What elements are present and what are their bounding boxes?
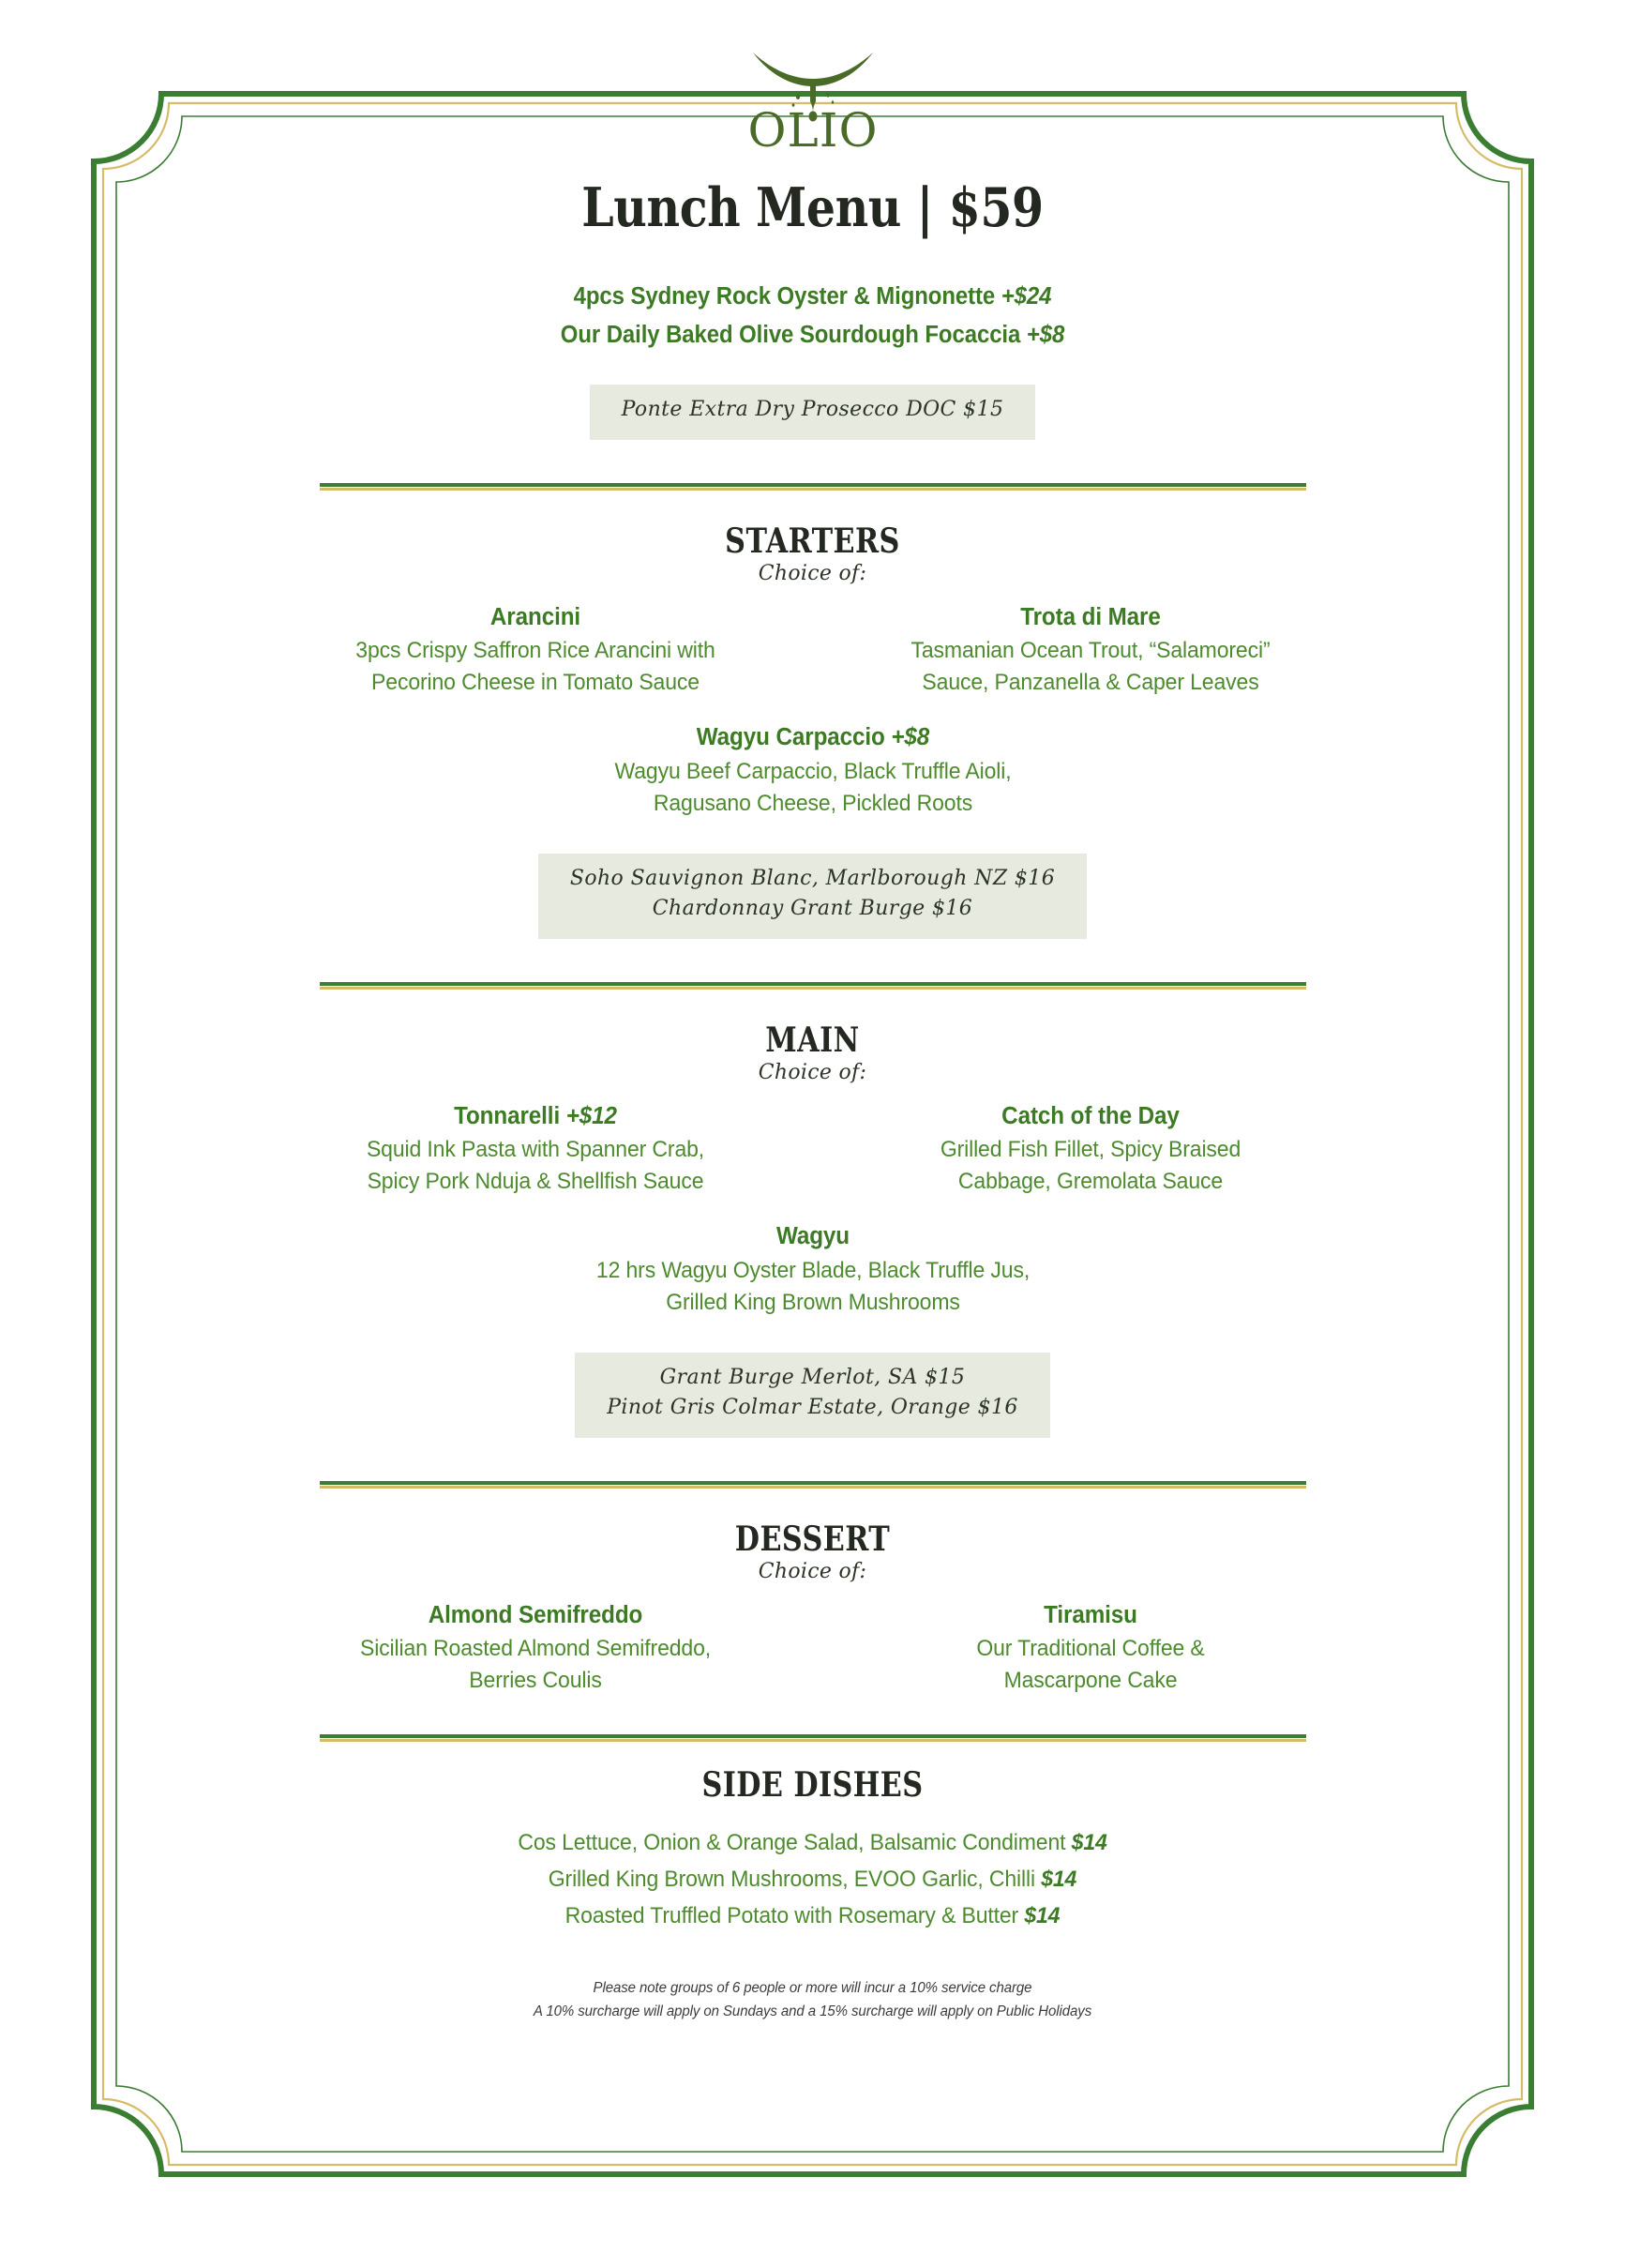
dish-description-line: Spicy Pork Nduja & Shellfish Sauce bbox=[367, 1169, 703, 1195]
wine-pairing-box-intro bbox=[590, 385, 1036, 440]
addon-upcharge: +$8 bbox=[1026, 322, 1065, 349]
side-dish-label: Cos Lettuce, Onion & Orange Salad, Balsamic Condiment bbox=[518, 1830, 1072, 1856]
dish-description-line: Ragusano Cheese, Pickled Roots bbox=[653, 790, 972, 816]
section-heading: SIDE DISHES bbox=[701, 1765, 924, 1806]
svg-text:OLIO: OLIO bbox=[747, 103, 878, 156]
divider-green-rule bbox=[320, 982, 1306, 986]
dish-description-line: 12 hrs Wagyu Oyster Blade, Black Truffle Jus, bbox=[595, 1257, 1030, 1283]
divider-green-rule bbox=[320, 1734, 1306, 1738]
dish-item bbox=[292, 1597, 779, 1697]
divider-gold-rule bbox=[320, 1739, 1306, 1742]
divider-gold-rule bbox=[320, 1486, 1306, 1489]
section-heading: MAIN bbox=[765, 1020, 860, 1060]
side-dishes-list bbox=[169, 1825, 1456, 1935]
wine-line: Pinot Gris Colmar Estate, Orange $16 bbox=[607, 1396, 1018, 1420]
section-side-dishes bbox=[169, 1767, 1456, 1934]
dish-row bbox=[169, 599, 1456, 699]
dish-name bbox=[859, 599, 1322, 635]
dish-item bbox=[847, 599, 1334, 699]
dish-name bbox=[519, 719, 1106, 755]
dish-description-line: Sicilian Roasted Almond Semifreddo, bbox=[359, 1636, 711, 1662]
dish-name bbox=[859, 1098, 1322, 1134]
dish-item bbox=[292, 1098, 779, 1198]
dish-name bbox=[859, 1597, 1322, 1633]
section-divider bbox=[320, 1734, 1306, 1743]
divider-gold-rule bbox=[320, 987, 1306, 990]
dish-name-label: Trota di Mare bbox=[1019, 604, 1161, 631]
addon-label: Our Daily Baked Olive Sourdough Focaccia bbox=[560, 322, 1027, 349]
dish-name-label: Wagyu bbox=[775, 1223, 850, 1250]
wine-pairing-box-main bbox=[575, 1353, 1050, 1438]
section-heading: DESSERT bbox=[734, 1519, 891, 1559]
section-divider bbox=[320, 1481, 1306, 1489]
side-dish-price: $14 bbox=[1071, 1830, 1107, 1856]
dish-item bbox=[504, 719, 1122, 819]
dish-item bbox=[847, 1098, 1334, 1198]
section-starters bbox=[169, 523, 1456, 939]
dish-name bbox=[519, 1218, 1106, 1254]
dish-description-line: Grilled Fish Fillet, Spicy Braised bbox=[940, 1137, 1241, 1163]
dish-item bbox=[504, 1218, 1122, 1318]
page-title: Lunch Menu | $59 bbox=[581, 176, 1044, 239]
section-subheading: Choice of: bbox=[758, 561, 867, 585]
footer-note-line: Please note groups of 6 people or more will incur a 10% service charge bbox=[593, 1979, 1032, 1996]
footer-notes bbox=[169, 1976, 1456, 2023]
addons-list bbox=[169, 278, 1456, 355]
footer-note-line: A 10% surcharge will apply on Sundays and a 15% surcharge will apply on Public Holidays bbox=[533, 2003, 1092, 2019]
wine-line: Chardonnay Grant Burge $16 bbox=[652, 897, 973, 921]
divider-green-rule bbox=[320, 1481, 1306, 1485]
dish-row bbox=[169, 1098, 1456, 1198]
dish-description-line: Wagyu Beef Carpaccio, Black Truffle Aioli, bbox=[614, 758, 1011, 784]
section-main bbox=[169, 1022, 1456, 1438]
side-dish-item bbox=[194, 1825, 1430, 1862]
section-divider bbox=[320, 483, 1306, 491]
side-dish-price: $14 bbox=[1041, 1866, 1077, 1892]
brand-logo bbox=[169, 43, 1456, 165]
section-divider bbox=[320, 982, 1306, 990]
dish-description-line: Sauce, Panzanella & Caper Leaves bbox=[921, 670, 1259, 696]
section-subheading: Choice of: bbox=[758, 1559, 867, 1583]
dish-name bbox=[304, 1597, 767, 1633]
section-subheading: Choice of: bbox=[758, 1060, 867, 1084]
section-heading: STARTERS bbox=[725, 521, 900, 561]
side-dish-price: $14 bbox=[1024, 1902, 1061, 1928]
dish-description-line: Tasmanian Ocean Trout, “Salamoreci” bbox=[910, 638, 1270, 664]
dish-name-label: Almond Semifreddo bbox=[428, 1602, 642, 1629]
dish-name bbox=[304, 1098, 767, 1134]
dish-description-line: Berries Coulis bbox=[468, 1668, 602, 1694]
addon-item bbox=[207, 278, 1418, 316]
dish-upcharge: +$12 bbox=[565, 1103, 617, 1130]
section-dessert bbox=[169, 1521, 1456, 1698]
dish-description-line: Mascarpone Cake bbox=[1003, 1668, 1177, 1694]
dish-name-label: Tonnarelli bbox=[453, 1103, 566, 1130]
dish-item bbox=[847, 1597, 1334, 1697]
addon-item bbox=[207, 316, 1418, 355]
dish-description-line: 3pcs Crispy Saffron Rice Arancini with bbox=[354, 638, 715, 664]
wine-line: Ponte Extra Dry Prosecco DOC $15 bbox=[621, 398, 1004, 422]
dish-upcharge: +$8 bbox=[890, 724, 929, 751]
side-dish-label: Grilled King Brown Mushrooms, EVOO Garlic, Chilli bbox=[548, 1866, 1042, 1892]
side-dish-item bbox=[194, 1898, 1430, 1935]
divider-green-rule bbox=[320, 483, 1306, 487]
side-dish-label: Roasted Truffled Potato with Rosemary & Butter bbox=[564, 1902, 1025, 1928]
wine-pairing-box-starters bbox=[538, 854, 1087, 939]
side-dish-item bbox=[194, 1862, 1430, 1898]
divider-gold-rule bbox=[320, 488, 1306, 491]
dish-description-line: Grilled King Brown Mushrooms bbox=[665, 1289, 960, 1315]
addon-label: 4pcs Sydney Rock Oyster & Mignonette bbox=[573, 282, 1001, 310]
wine-line: Soho Sauvignon Blanc, Marlborough NZ $16 bbox=[569, 866, 1056, 890]
olio-logo-icon bbox=[719, 43, 907, 156]
dish-description-line: Cabbage, Gremolata Sauce bbox=[957, 1169, 1223, 1195]
addon-upcharge: +$24 bbox=[1001, 282, 1052, 310]
dish-description-line: Our Traditional Coffee & bbox=[975, 1636, 1205, 1662]
wine-line: Grant Burge Merlot, SA $15 bbox=[659, 1365, 966, 1389]
dish-name bbox=[304, 599, 767, 635]
dish-row bbox=[169, 1597, 1456, 1697]
dish-description-line: Pecorino Cheese in Tomato Sauce bbox=[370, 670, 700, 696]
dish-name-label: Catch of the Day bbox=[1001, 1103, 1180, 1130]
dish-description-line: Squid Ink Pasta with Spanner Crab, bbox=[366, 1137, 704, 1163]
dish-item bbox=[292, 599, 779, 699]
dish-name-label: Arancini bbox=[489, 604, 580, 631]
dish-name-label: Tiramisu bbox=[1043, 1602, 1137, 1629]
dish-name-label: Wagyu Carpaccio bbox=[696, 724, 891, 751]
